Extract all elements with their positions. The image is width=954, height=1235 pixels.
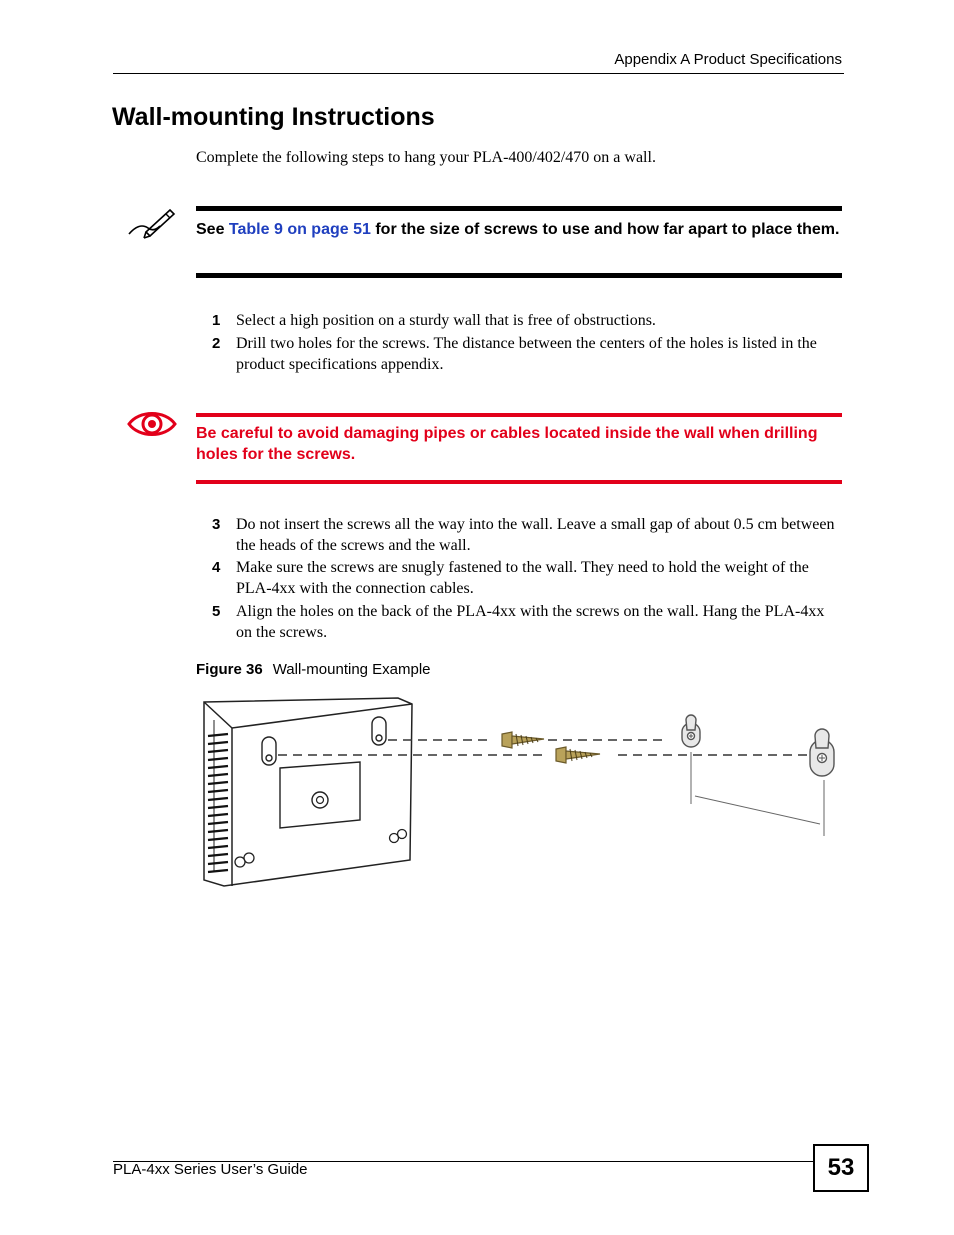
device-side-vents [208,734,228,872]
alignment-lines [278,740,808,755]
note-top-bar [196,206,842,211]
header-rule [113,73,844,74]
eye-warning-icon [127,407,177,441]
label-area [280,762,360,828]
step-number: 3 [212,516,221,533]
step-number: 2 [212,335,221,352]
wall-mount-illustration [198,692,838,892]
warning-top-bar [196,413,842,417]
step-text: Select a high position on a sturdy wall that is free of obstructions. [236,312,656,329]
keyhole-slot [372,717,386,745]
keyhole-slot [262,737,276,765]
screw [502,732,544,748]
figure-caption [196,661,431,678]
center-hole [312,792,328,808]
step-number: 5 [212,603,221,620]
step-text: Do not insert the screws all the way into the wall. Leave a small gap of about 0.5 cm between the heads of the screws and the wall. [236,516,835,554]
note-prefix: See [196,221,229,238]
screw [556,747,600,763]
pencil-note-icon [126,206,176,240]
step-number: 1 [212,312,221,329]
note-text [196,220,842,241]
footer-guide-title: PLA-4xx Series User’s Guide [113,1161,308,1178]
step-text: Make sure the screws are snugly fastened to the wall. They need to hold the weight of the PLA-4xx with the connection cables. [236,559,809,597]
table-link[interactable]: Table 9 on page 51 [228,221,371,238]
warning-bottom-bar [196,480,842,484]
running-header: Appendix A Product Specifications [614,51,842,68]
step-text: Drill two holes for the screws. The distance between the centers of the holes is listed in the product specifications appendix. [236,335,817,373]
warning-text: Be careful to avoid damaging pipes or cables located inside the wall when drilling holes for the screws. [196,425,818,463]
device-back-panel [204,698,412,886]
wall-anchor [682,715,700,747]
rubber-feet [235,830,407,868]
wall-anchor [810,729,834,776]
note-suffix: for the size of screws to use and how far apart to place them. [370,221,840,238]
intro-paragraph: Complete the following steps to hang your PLA-400/402/470 on a wall. [196,149,656,166]
step-number: 4 [212,559,221,576]
section-title: Wall-mounting Instructions [112,103,435,131]
page-number: 53 [813,1144,869,1192]
figure-title: Wall-mounting Example [272,661,431,678]
figure-number: Figure 36 [196,661,263,678]
note-bottom-bar [196,273,842,278]
step-text: Align the holes on the back of the PLA-4xx with the screws on the wall. Hang the PLA-4xx on the screws. [236,603,825,641]
distance-indicator [691,752,824,836]
